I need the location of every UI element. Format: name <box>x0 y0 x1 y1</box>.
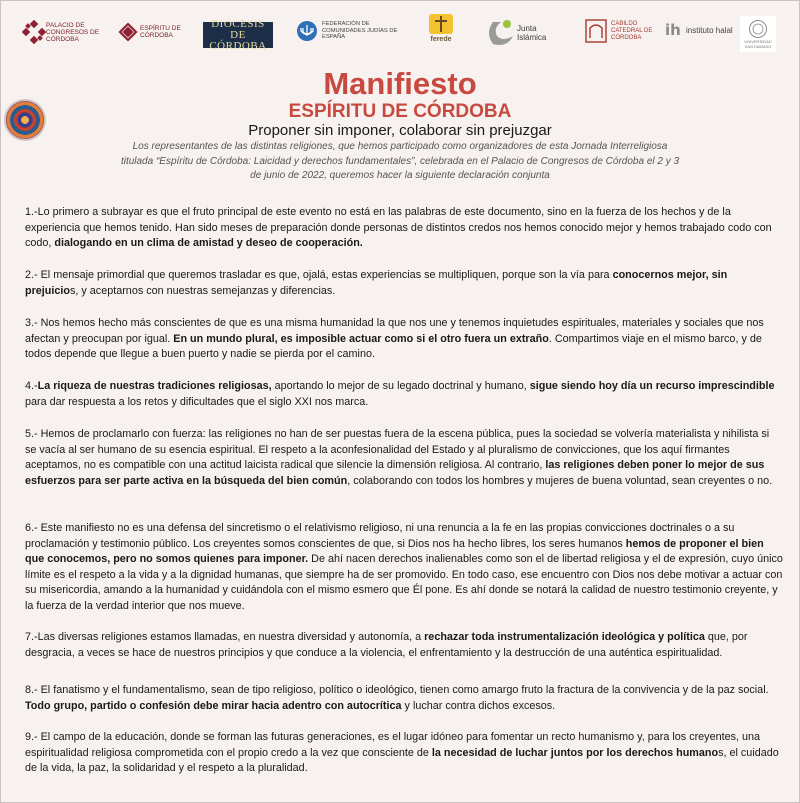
body-text: 8.- El fanatismo y el fundamentalismo, sean de tipo religioso, político o ideológico, tienen como amargo fruto la fractura de la convivencia y de la paz social. <box>25 684 769 696</box>
body-text: 9.- El campo de la educación, donde se forman las futuras generaciones, es el lugar idóneo para fomentar un recto humanismo y, para los creyentes, una espiritualidad religiosa comprometida con el propio credo a la vez que consciente de <box>25 731 761 759</box>
sponsor-logo-bar <box>0 8 800 58</box>
logo-text: ferede <box>430 36 452 43</box>
body-text: 2.- El mensaje primordial que queremos trasladar es que, ojalá, estas experiencias se multipliquen, porque son la vía para <box>25 269 613 281</box>
page-title: Manifiesto <box>323 66 477 101</box>
emphasis-text: conocernos mejor, sin prejuicio <box>25 269 728 297</box>
emphasis-text: La riqueza de nuestras tradiciones religiosas, <box>37 380 272 392</box>
body-text: . Compartimos viaje en el mismo barco, y de todos depende que llegue a buen puerto y nadie se pierda por el camino. <box>25 332 762 361</box>
junta-islamica-logo <box>483 16 557 50</box>
menorah-emblem-icon <box>296 20 318 42</box>
manifesto-point-6 <box>25 521 783 615</box>
manifesto-point-5 <box>25 427 783 489</box>
logo-text: instituto halal <box>686 25 733 35</box>
ferede-logo <box>422 12 460 43</box>
logo-text: Junta Islámica <box>517 24 547 42</box>
logo-text: UNIVERSIDAD SAN DÁMASO <box>744 39 772 49</box>
emphasis-text: la necesidad de luchar juntos por los derechos humano <box>431 746 719 759</box>
manifesto-point-8 <box>25 683 783 714</box>
body-text: , colaborando con todos los hombres y mujeres de buena voluntad, sean creyentes o no. <box>347 474 773 487</box>
body-text: 1.-Lo primero a subrayar es que el fruto principal de este evento no está en las palabras de este documento, sino en la fuerza de los hechos y de la experiencia que hemos tenido. Han sido meses de preparación donde personas de distintos credos nos hemos conocido mejor y hemos trabajado codo con codo, <box>25 206 772 250</box>
emphasis-text: sigue siendo hoy día un recurso imprescindible <box>529 380 775 392</box>
body-text: 5.- Hemos de proclamarlo con fuerza: las religiones no han de ser puestas fuera de la escena pública, pues la sociedad se volvería materialista y nihilista si se vacía al ser humano de su esencia espiritual. El respeto a la aconfesionalidad del Estado y al pluralismo de convicciones, que los aquí firmantes aceptamos, no es compatible con una actitud laicista radical que silencie la dimensión religiosa. Al contrario, <box>25 428 770 472</box>
palacio-congresos-emblem-icon <box>22 20 46 44</box>
logo-text: PALACIO DE CONGRESOS DE CÓRDOBA <box>46 21 100 43</box>
cathedral-emblem-icon <box>584 18 608 44</box>
body-text: y luchar contra dichos excesos. <box>401 699 556 712</box>
page-subtitle: ESPÍRITU DE CÓRDOBA <box>288 101 512 122</box>
intro-paragraph: Los representantes de las distintas religiones, que hemos participado como organizadores de esta Jornada Interreligiosa titulada “Espíritu de Córdoba: Laicidad y derechos fundamentales”, celebrada en el Palacio de Congresos de Córdoba el 2 y 3 de junio de 2022, queremos hacer la siguiente declaración conjunta <box>120 141 680 181</box>
universidad-logo <box>740 16 776 52</box>
body-text: 6.- Este manifiesto no es una defensa del sincretismo o el relativismo religioso, ni una renuncia a la fe en las propias convicciones doctrinales o a su proclamación y testimonio público. Los creyentes somos conscientes de que, si Dios nos ha hecho libres, los seres humanos <box>25 522 735 550</box>
emphasis-text: las religiones deben poner lo mejor de sus esfuerzos para ser parte activa en la búsqueda del bien común <box>25 459 765 487</box>
manifesto-point-1 <box>25 205 783 252</box>
body-text: 3.- Nos hemos hecho más conscientes de que es una misma humanidad la que nos une y tenemos inquietudes espirituales, materiales y sociales que nos afectan y preocupan por igual. <box>25 317 764 345</box>
body-text: para dar respuesta a los retos y dificultades que el siglo XXI nos marca. <box>25 395 369 408</box>
body-text: 7.-Las diversas religiones estamos llamadas, en nuestra diversidad y autonomía, a <box>25 631 425 643</box>
manifesto-point-4 <box>25 379 783 410</box>
motto-line: Proponer sin imponer, colaborar sin prejuzgar <box>248 122 552 139</box>
emphasis-text: rechazar toda instrumentalización ideológica y política <box>424 631 705 643</box>
logo-text: DIÓCESIS DE CÓRDOBA <box>209 17 267 52</box>
body-text: De ahí nacen derechos inalienables como son el de libertad religiosa y el de expresión, cuyo único límite es el respeto a la vida y a la dignidad humanas, que siempre ha de ser promovido. En todo caso, ese encuentro con Dios nos debe motivar a actuar con su misericordia, amando a la humanidad y cuidándola con el mismo esmero que Él pone. Es ahí donde se notará la calidad de nuestro testimonio creyente, y la fuerza de la verdad interior que nos mueve. <box>25 553 783 612</box>
instituto-halal-logo <box>664 18 733 42</box>
svg-text:ih: ih <box>665 21 681 39</box>
manifesto-point-2 <box>25 268 783 299</box>
logo-text: FEDERACIÓN DE COMUNIDADES JUDÍAS DE ESPAÑA <box>322 21 398 41</box>
federacion-comunidades-judias-logo <box>296 20 408 42</box>
body-text: aportando lo mejor de su legado doctrinal y humano, <box>271 380 530 392</box>
emphasis-text: dialogando en un clima de amistad y deseo de cooperación. <box>54 237 363 250</box>
emphasis-text: hemos de proponer el bien que conocemos, pero no somos quienes para imponer. <box>25 537 764 566</box>
manifesto-point-9 <box>25 730 783 777</box>
emphasis-text: Todo grupo, partido o confesión debe mirar hacia adentro con autocrítica <box>25 699 402 712</box>
halal-emblem-icon <box>664 18 686 42</box>
university-seal-icon <box>748 19 768 39</box>
palacio-congresos-cordoba-logo <box>22 20 110 44</box>
manifesto-point-3 <box>25 316 783 363</box>
emphasis-text: En un mundo plural, es imposible actuar como si el otro fuera un extraño <box>173 332 549 345</box>
body-text: 4.- <box>25 380 38 392</box>
logo-text: ESPÍRITU DE CÓRDOBA <box>140 25 181 39</box>
crescent-emblem-icon <box>483 16 517 50</box>
espiritu-de-cordoba-logo <box>116 20 202 44</box>
diocesis-cordoba-logo <box>203 17 273 52</box>
body-text: s, el cuidado de la vida, la paz, la solidaridad y el respeto a la pluralidad. <box>25 746 779 775</box>
body-text: que, por desgracia, a veces se hace de nuestros principios y que conduce a la violencia, el enfrentamiento y la destrucción de una auténtica espiritualidad. <box>25 631 748 659</box>
espiritu-emblem-icon <box>116 20 140 44</box>
logo-text: CABILDO CATEDRAL DE CÓRDOBA <box>611 20 653 41</box>
cabildo-catedral-logo <box>584 18 665 44</box>
body-text: s, y aceptarnos con nuestras semejanzas y diferencias. <box>70 284 336 297</box>
manifesto-point-7 <box>25 630 783 661</box>
ferede-emblem-icon <box>426 12 456 36</box>
